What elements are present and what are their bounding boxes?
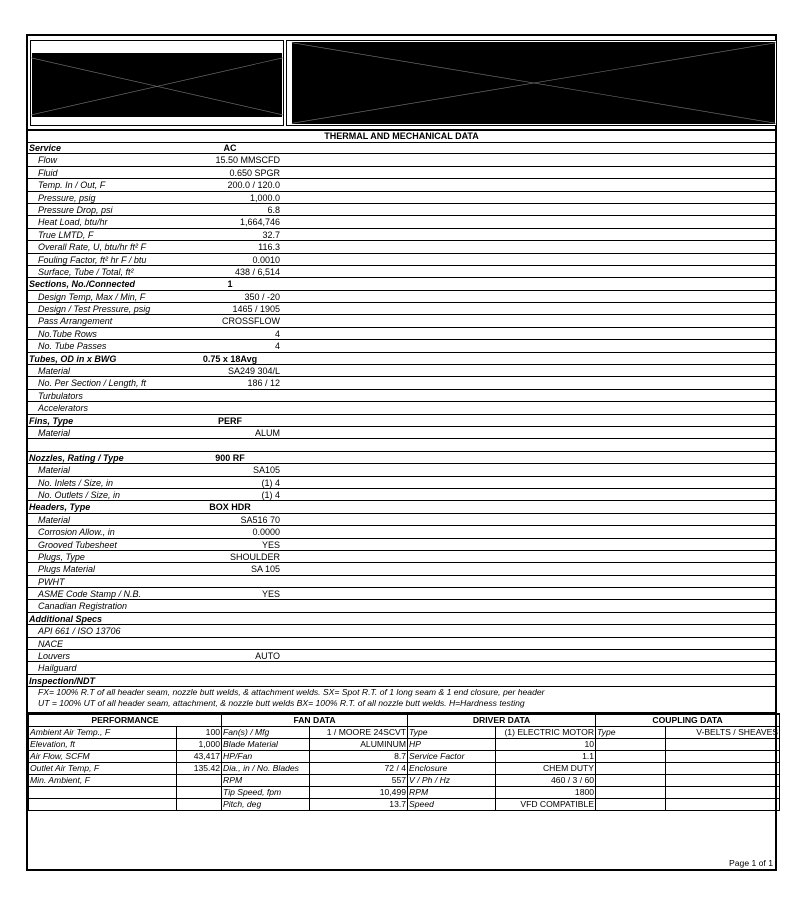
cell-label bbox=[596, 739, 666, 751]
row-value: 0.75 x 18Avg bbox=[202, 353, 258, 364]
table-row bbox=[28, 216, 775, 228]
table-row bbox=[28, 588, 775, 600]
row-label: Material bbox=[38, 427, 71, 438]
row-label: Surface, Tube / Total, ft² bbox=[38, 266, 134, 277]
row-label: Hailguard bbox=[38, 663, 77, 674]
table-row bbox=[28, 402, 775, 414]
table-row bbox=[29, 751, 780, 763]
table-row bbox=[28, 353, 775, 365]
row-label: Louvers bbox=[38, 651, 71, 662]
row-label: ASME Code Stamp / N.B. bbox=[38, 589, 142, 600]
table-row bbox=[28, 489, 775, 501]
table-row bbox=[28, 241, 775, 253]
table-row bbox=[28, 390, 775, 402]
cell-value: 8.7 bbox=[310, 751, 408, 763]
row-label: Heat Load, btu/hr bbox=[38, 217, 108, 228]
header-info-placeholder bbox=[286, 40, 777, 126]
cell-label bbox=[596, 799, 666, 811]
cell-label: Tip Speed, fpm bbox=[222, 787, 310, 799]
table-row bbox=[28, 291, 775, 303]
cell-value: 1 / MOORE 24SCVT bbox=[310, 727, 408, 739]
row-label: Design Temp, Max / Min, F bbox=[38, 291, 146, 302]
cell-label: Outlet Air Temp, F bbox=[29, 763, 177, 775]
table-row bbox=[28, 266, 775, 278]
table-row bbox=[28, 662, 775, 674]
row-value: 0.650 SPGR bbox=[229, 167, 280, 178]
cell-label: HP/Fan bbox=[222, 751, 310, 763]
cell-value: 43,417 bbox=[177, 751, 222, 763]
row-label: Sections, No./Connected bbox=[29, 279, 136, 290]
cell-value: 460 / 3 / 60 bbox=[496, 775, 596, 787]
cell-value bbox=[666, 763, 780, 775]
row-value: 116.3 bbox=[258, 242, 280, 253]
cell-value: (1) ELECTRIC MOTOR bbox=[496, 727, 596, 739]
fan-data-header: FAN DATA bbox=[222, 714, 408, 727]
table-row bbox=[28, 142, 775, 154]
row-value: PERF bbox=[217, 415, 242, 426]
row-value: 1,664,746 bbox=[239, 217, 280, 228]
row-label: Pressure, psig bbox=[38, 192, 96, 203]
row-label: No.Tube Rows bbox=[38, 328, 97, 339]
cell-value bbox=[666, 751, 780, 763]
table-row bbox=[28, 328, 775, 340]
row-value: 350 / -20 bbox=[244, 291, 280, 302]
row-value: 900 RF bbox=[215, 452, 245, 463]
table-row bbox=[28, 477, 775, 489]
cell-value bbox=[666, 775, 780, 787]
table-row bbox=[28, 576, 775, 588]
table-row bbox=[28, 501, 775, 513]
cell-value: VFD COMPATIBLE bbox=[496, 799, 596, 811]
cell-value bbox=[177, 775, 222, 787]
row-value: SA 105 bbox=[250, 564, 280, 575]
cell-value: V-BELTS / SHEAVES bbox=[666, 727, 780, 739]
cell-label bbox=[29, 799, 177, 811]
row-label: Flow bbox=[38, 155, 58, 166]
row-value: SA105 bbox=[252, 465, 280, 476]
row-value: SA249 304/L bbox=[227, 366, 280, 377]
cell-label: Blade Material bbox=[222, 739, 310, 751]
row-value: SA516 70 bbox=[240, 514, 280, 525]
cell-label: Type bbox=[596, 727, 666, 739]
company-logo-placeholder bbox=[30, 40, 284, 126]
row-label: Nozzles, Rating / Type bbox=[29, 452, 124, 463]
row-value: 186 / 12 bbox=[247, 378, 280, 389]
row-value: 6.8 bbox=[267, 204, 280, 215]
row-value: 1465 / 1905 bbox=[232, 304, 280, 315]
table-row bbox=[28, 526, 775, 538]
cell-value: 1,000 bbox=[177, 739, 222, 751]
row-label: API 661 / ISO 13706 bbox=[38, 626, 121, 637]
cell-label: RPM bbox=[222, 775, 310, 787]
row-label: Fouling Factor, ft² hr F / btu bbox=[38, 254, 147, 265]
row-value: 4 bbox=[274, 341, 280, 352]
row-label: Fins, Type bbox=[29, 415, 74, 426]
table-row bbox=[28, 439, 775, 451]
cell-value: 72 / 4 bbox=[310, 763, 408, 775]
table-row bbox=[28, 625, 775, 637]
row-label: Corrosion Allow., in bbox=[38, 527, 115, 538]
table-row bbox=[29, 787, 780, 799]
table-row bbox=[28, 179, 775, 191]
table-row bbox=[29, 727, 780, 739]
table-row bbox=[28, 167, 775, 179]
cell-value: 10,499 bbox=[310, 787, 408, 799]
table-row bbox=[28, 464, 775, 476]
row-value: 1,000.0 bbox=[249, 192, 280, 203]
table-row bbox=[28, 254, 775, 266]
cell-label: RPM bbox=[408, 787, 496, 799]
coupling-data-header: COUPLING DATA bbox=[596, 714, 780, 727]
cell-value bbox=[666, 739, 780, 751]
cell-label bbox=[596, 763, 666, 775]
row-label: Pressure Drop, psi bbox=[38, 204, 113, 215]
row-label: Fluid bbox=[38, 167, 58, 178]
cell-label: Type bbox=[408, 727, 496, 739]
table-row bbox=[29, 799, 780, 811]
inspection-notes bbox=[28, 687, 775, 713]
table-row bbox=[28, 340, 775, 352]
table-row bbox=[28, 600, 775, 612]
cell-value: 135.42 bbox=[177, 763, 222, 775]
table-row bbox=[28, 650, 775, 662]
table-row bbox=[28, 377, 775, 389]
table-row bbox=[28, 638, 775, 650]
cell-value: CHEM DUTY bbox=[496, 763, 596, 775]
table-row bbox=[28, 613, 775, 625]
note-line-2: UT = 100% UT of all header seam, attachment, & nozzle butt welds BX= 100% R.T. of all nozzle butt welds. H=Hardness testing bbox=[38, 698, 525, 708]
row-label: No. Inlets / Size, in bbox=[38, 477, 114, 488]
cell-label: Dia., in / No. Blades bbox=[222, 763, 310, 775]
row-label: Pass Arrangement bbox=[38, 316, 113, 327]
row-label: Temp. In / Out, F bbox=[38, 180, 106, 191]
row-value: SHOULDER bbox=[229, 551, 280, 562]
cell-label: Ambient Air Temp., F bbox=[29, 727, 177, 739]
table-row bbox=[28, 303, 775, 315]
table-row bbox=[28, 563, 775, 575]
row-label: Canadian Registration bbox=[38, 601, 128, 612]
cell-value: 13.7 bbox=[310, 799, 408, 811]
performance-header: PERFORMANCE bbox=[29, 714, 222, 727]
row-label: Accelerators bbox=[38, 403, 89, 414]
row-label: Additional Specs bbox=[29, 613, 103, 624]
row-value: (1) 4 bbox=[261, 477, 280, 488]
row-label: Inspection/NDT bbox=[29, 675, 96, 686]
cell-label bbox=[29, 787, 177, 799]
row-value: (1) 4 bbox=[261, 489, 280, 500]
row-label: No. Tube Passes bbox=[38, 341, 107, 352]
cell-value: 557 bbox=[310, 775, 408, 787]
table-row bbox=[28, 278, 775, 290]
row-label: NACE bbox=[38, 638, 64, 649]
row-label: Turbulators bbox=[38, 390, 83, 401]
table-row bbox=[28, 229, 775, 241]
cell-label: V / Ph / Hz bbox=[408, 775, 496, 787]
performance-table bbox=[28, 713, 779, 811]
table-row bbox=[28, 539, 775, 551]
sheet-title: THERMAL AND MECHANICAL DATA bbox=[324, 131, 479, 141]
row-label: Grooved Tubesheet bbox=[38, 539, 117, 550]
cell-label: Pitch, deg bbox=[222, 799, 310, 811]
row-label: Service bbox=[29, 143, 62, 153]
cell-value: ALUMINUM bbox=[310, 739, 408, 751]
table-row bbox=[29, 763, 780, 775]
table-row bbox=[28, 154, 775, 166]
datasheet bbox=[26, 34, 777, 871]
cell-value bbox=[177, 787, 222, 799]
row-label: True LMTD, F bbox=[38, 229, 94, 240]
cell-value: 10 bbox=[496, 739, 596, 751]
table-row bbox=[28, 365, 775, 377]
cell-value: 100 bbox=[177, 727, 222, 739]
table-row bbox=[28, 204, 775, 216]
table-row bbox=[28, 452, 775, 464]
table-row bbox=[28, 315, 775, 327]
row-label: Design / Test Pressure, psig bbox=[38, 304, 151, 315]
row-label: Material bbox=[38, 514, 71, 525]
row-value: YES bbox=[261, 589, 280, 600]
table-row bbox=[28, 675, 775, 687]
cell-label bbox=[596, 775, 666, 787]
row-label: PWHT bbox=[38, 576, 65, 587]
cell-value bbox=[666, 787, 780, 799]
page-number: Page 1 of 1 bbox=[729, 858, 773, 868]
table-row bbox=[28, 192, 775, 204]
row-value: 4 bbox=[274, 328, 280, 339]
cell-label: Service Factor bbox=[408, 751, 496, 763]
row-label: No. Outlets / Size, in bbox=[38, 489, 121, 500]
row-label: Overall Rate, U, btu/hr ft² F bbox=[38, 242, 147, 253]
cell-label: Fan(s) / Mfg bbox=[222, 727, 310, 739]
row-label: Material bbox=[38, 366, 71, 377]
cell-label: Enclosure bbox=[408, 763, 496, 775]
cell-value bbox=[666, 799, 780, 811]
cell-label: HP bbox=[408, 739, 496, 751]
row-value: 1 bbox=[227, 279, 233, 290]
row-label: No. Per Section / Length, ft bbox=[38, 378, 147, 389]
cell-label: Min. Ambient, F bbox=[29, 775, 177, 787]
row-label: Material bbox=[38, 465, 71, 476]
note-line-1: FX= 100% R.T of all header seam, nozzle butt welds, & attachment welds. SX= Spot R.T. of 1 long seam & 1 end closure, per header bbox=[38, 687, 545, 697]
cell-label: Elevation, ft bbox=[29, 739, 177, 751]
thermal-mechanical-table bbox=[28, 142, 775, 687]
row-value: AC bbox=[223, 143, 237, 153]
row-value: ALUM bbox=[254, 427, 280, 438]
cell-value: 1.1 bbox=[496, 751, 596, 763]
row-label: Tubes, OD in x BWG bbox=[29, 353, 117, 364]
table-row bbox=[28, 427, 775, 439]
row-label: Plugs, Type bbox=[38, 551, 85, 562]
row-label: Plugs Material bbox=[38, 564, 96, 575]
cell-label bbox=[596, 751, 666, 763]
table-row bbox=[29, 739, 780, 751]
row-value: AUTO bbox=[255, 651, 280, 662]
cell-value: 1800 bbox=[496, 787, 596, 799]
row-value: CROSSFLOW bbox=[221, 316, 280, 327]
cell-label bbox=[596, 787, 666, 799]
table-row bbox=[28, 415, 775, 427]
row-value: 200.0 / 120.0 bbox=[227, 180, 280, 191]
row-value: YES bbox=[261, 539, 280, 550]
cell-label: Speed bbox=[408, 799, 496, 811]
cell-value bbox=[177, 799, 222, 811]
driver-data-header: DRIVER DATA bbox=[408, 714, 596, 727]
row-value: 15.50 MMSCFD bbox=[215, 155, 280, 166]
row-value: 0.0000 bbox=[252, 527, 280, 538]
row-value: BOX HDR bbox=[209, 502, 251, 513]
row-label: Headers, Type bbox=[29, 502, 91, 513]
row-value: 438 / 6,514 bbox=[234, 266, 280, 277]
table-row bbox=[28, 514, 775, 526]
cell-label: Air Flow, SCFM bbox=[29, 751, 177, 763]
table-row bbox=[28, 551, 775, 563]
row-value: 0.0010 bbox=[252, 254, 280, 265]
table-row bbox=[29, 775, 780, 787]
row-value: 32.7 bbox=[262, 229, 280, 240]
